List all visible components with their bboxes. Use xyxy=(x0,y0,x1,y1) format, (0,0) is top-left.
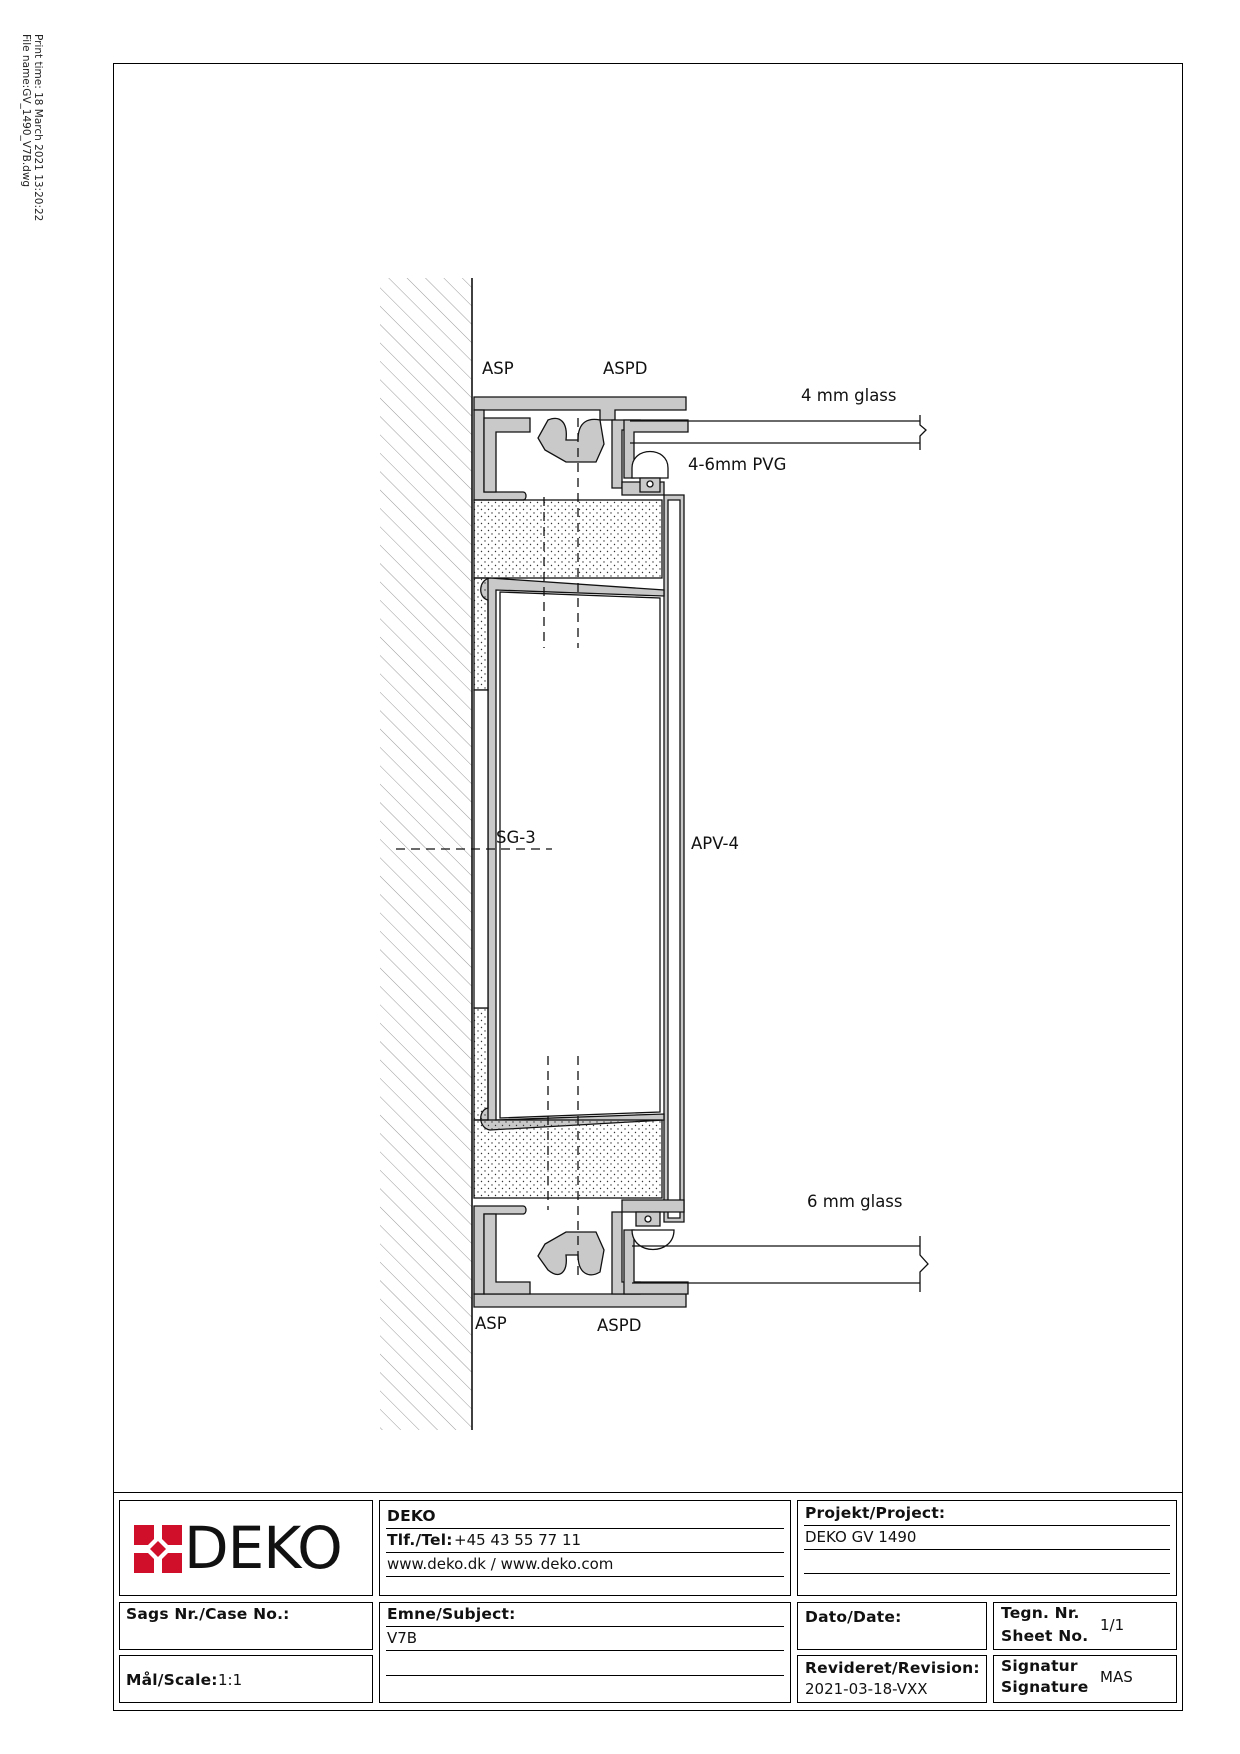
signature-box xyxy=(993,1655,1177,1703)
project-box xyxy=(797,1500,1177,1596)
scale-value: 1:1 xyxy=(218,1671,243,1689)
company-box xyxy=(379,1500,791,1596)
signature-label-2: Signature xyxy=(1001,1678,1089,1696)
title-block xyxy=(113,1492,1183,1711)
sheet-label-2: Sheet No. xyxy=(1001,1627,1089,1645)
scale-label: Mål/Scale: xyxy=(126,1671,218,1689)
title-block-top-rule xyxy=(113,1492,1183,1493)
company-rule-2 xyxy=(386,1552,784,1553)
label-asp-bottom: ASP xyxy=(475,1314,507,1333)
case-label: Sags Nr./Case No.: xyxy=(126,1605,290,1623)
sheet-box xyxy=(993,1602,1177,1650)
logo-box xyxy=(119,1500,373,1596)
sg3-channel xyxy=(481,578,664,1130)
project-label: Projekt/Project: xyxy=(805,1504,946,1522)
subject-rule-1 xyxy=(386,1626,784,1627)
print-time: Print time: 18 March 2021 13:20:22 xyxy=(32,34,44,222)
company-rule-1 xyxy=(386,1528,784,1529)
date-label: Dato/Date: xyxy=(805,1608,902,1626)
case-box xyxy=(119,1602,373,1650)
subject-rule-2 xyxy=(386,1650,784,1651)
sheet-value: 1/1 xyxy=(1100,1616,1125,1634)
revision-box xyxy=(797,1655,987,1703)
project-rule-2 xyxy=(804,1549,1170,1550)
label-glass-bottom: 6 mm glass xyxy=(807,1192,903,1211)
signature-label-1: Signatur xyxy=(1001,1657,1078,1675)
label-asp-top: ASP xyxy=(482,359,514,378)
label-glass-top: 4 mm glass xyxy=(801,386,897,405)
date-box xyxy=(797,1602,987,1650)
apv4-profile xyxy=(664,495,684,1222)
company-web: www.deko.dk / www.deko.com xyxy=(387,1555,614,1573)
signature-value: MAS xyxy=(1100,1668,1133,1686)
file-name: File name:GV_1490_V7B.dwg xyxy=(20,34,32,188)
scale-box xyxy=(119,1655,373,1703)
label-aspd-bottom: ASPD xyxy=(597,1316,642,1335)
label-aspd-top: ASPD xyxy=(603,359,648,378)
label-pvg: 4-6mm PVG xyxy=(688,455,787,474)
bottom-insulation xyxy=(474,1120,662,1198)
label-apv4: APV-4 xyxy=(691,834,740,853)
subject-rule-3 xyxy=(386,1675,784,1676)
tel-label: Tlf./Tel: xyxy=(387,1531,453,1549)
revision-value: 2021-03-18-VXX xyxy=(805,1680,928,1698)
project-rule-1 xyxy=(804,1525,1170,1526)
wall-hatch xyxy=(380,278,472,1430)
subject-box xyxy=(379,1602,791,1703)
label-sg3: SG-3 xyxy=(496,828,536,847)
subject-label: Emne/Subject: xyxy=(387,1605,516,1623)
deko-logo-mark xyxy=(134,1525,182,1573)
company-name: DEKO xyxy=(387,1507,436,1525)
project-rule-3 xyxy=(804,1573,1170,1574)
bottom-glass xyxy=(632,1236,928,1292)
top-insulation xyxy=(474,500,662,578)
project-value: DEKO GV 1490 xyxy=(805,1528,917,1546)
company-rule-3 xyxy=(386,1576,784,1577)
deko-logo-text: DEKO xyxy=(184,1514,342,1582)
subject-value: V7B xyxy=(387,1629,418,1647)
revision-label: Revideret/Revision: xyxy=(805,1659,980,1677)
sheet-label-1: Tegn. Nr. xyxy=(1001,1604,1080,1622)
tel-value: +45 43 55 77 11 xyxy=(454,1531,582,1549)
